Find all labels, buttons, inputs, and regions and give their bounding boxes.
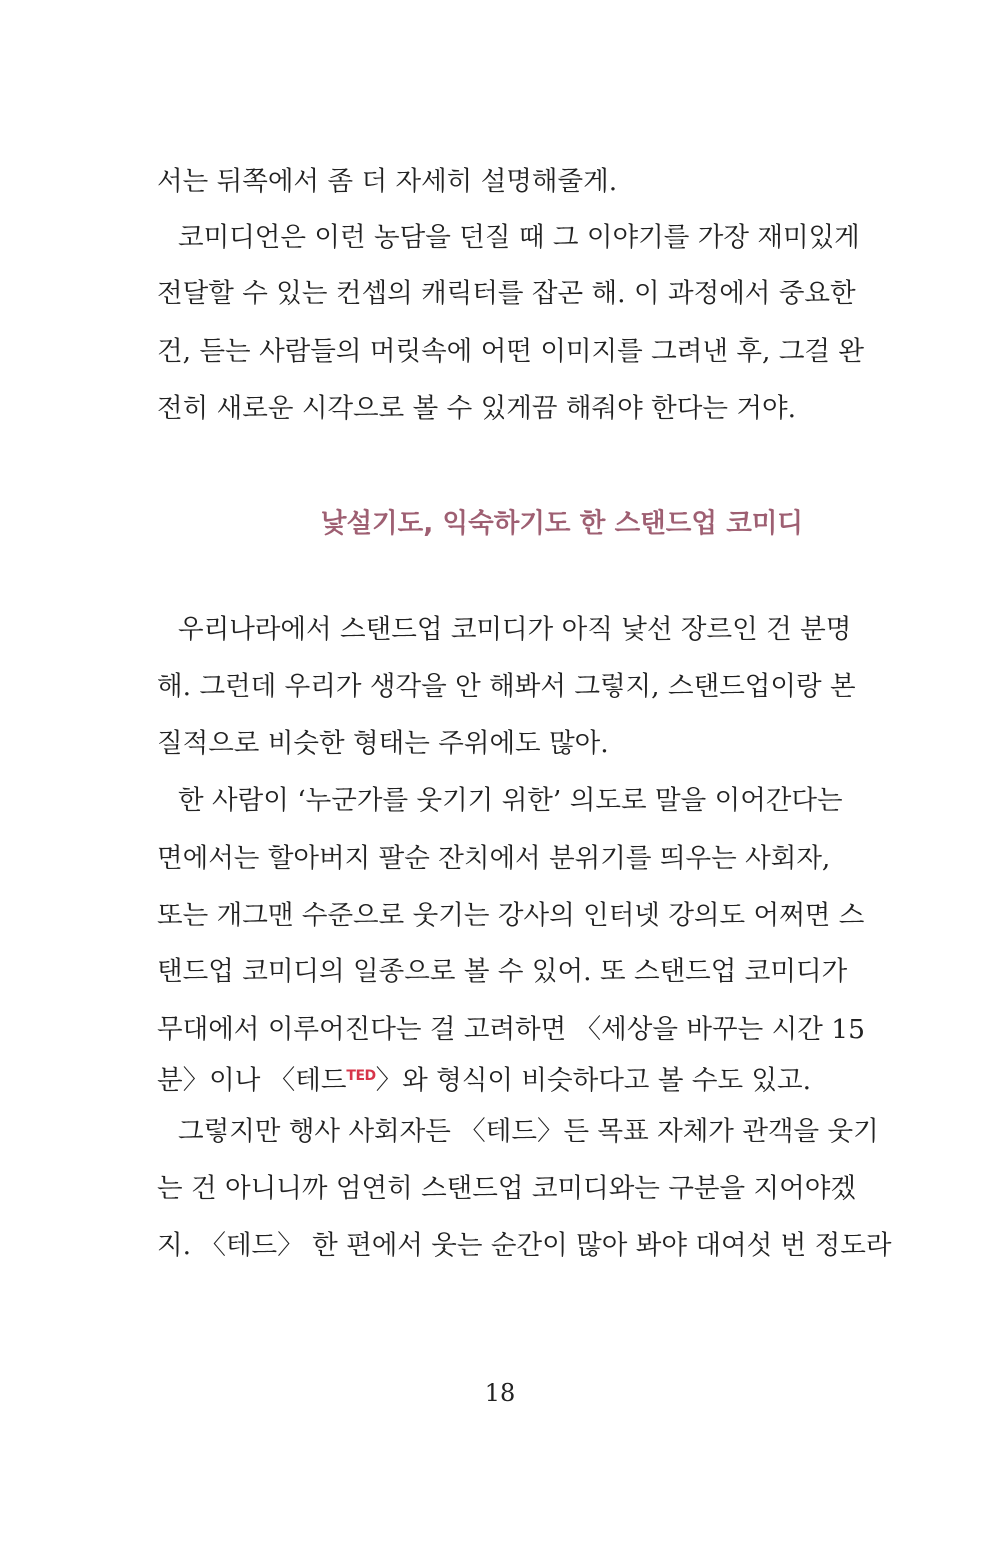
body-line: 한 사람이 ‘누군가를 웃기기 위한’ 의도로 말을 이어간다는 [178,785,843,816]
body-line-with-ted [157,1048,812,1104]
body-line: 탠드업 코미디의 일종으로 볼 수 있어. 또 스탠드업 코미디가 [157,956,848,987]
body-line: 해. 그런데 우리가 생각을 안 해봐서 그렇지, 스탠드업이랑 본 [157,671,856,702]
body-line: 코미디언은 이런 농담을 던질 때 그 이야기를 가장 재미있게 [178,222,860,253]
body-line: 는 건 아니니까 엄연히 스탠드업 코미디와는 구분을 지어야겠 [157,1173,856,1204]
body-line: 전히 새로운 시각으로 볼 수 있게끔 해줘야 한다는 거야. [157,393,796,424]
body-line: 지. 〈테드〉 한 편에서 웃는 순간이 많아 봐야 대여섯 번 정도라 [157,1230,892,1261]
body-line: 건, 듣는 사람들의 머릿속에 어떤 이미지를 그려낸 후, 그걸 완 [157,336,865,367]
body-line: 전달할 수 있는 컨셉의 캐릭터를 잡곤 해. 이 과정에서 중요한 [157,278,856,309]
section-heading: 낯설기도, 익숙하기도 한 스탠드업 코미디 [320,508,803,539]
body-line: 무대에서 이루어진다는 걸 고려하면 〈세상을 바꾸는 시간 15 [157,1014,865,1045]
page-number: 18 [484,1379,516,1407]
body-line: 우리나라에서 스탠드업 코미디가 아직 낯선 장르인 건 분명 [178,614,852,645]
body-line: 면에서는 할아버지 팔순 잔치에서 분위기를 띄우는 사회자, [157,843,831,874]
ted-logo-mark: TED [346,1068,376,1084]
line-text-before: 분〉이나 〈테드 [157,1065,347,1096]
body-line: 서는 뒤쪽에서 좀 더 자세히 설명해줄게. [157,166,618,197]
line-text-after: 〉와 형식이 비슷하다고 볼 수도 있고. [375,1065,812,1096]
body-line: 그렇지만 행사 사회자든 〈테드〉든 목표 자체가 관객을 웃기 [178,1116,879,1147]
body-line: 또는 개그맨 수준으로 웃기는 강사의 인터넷 강의도 어쩌면 스 [157,900,865,931]
body-line: 질적으로 비슷한 형태는 주위에도 많아. [157,728,609,759]
